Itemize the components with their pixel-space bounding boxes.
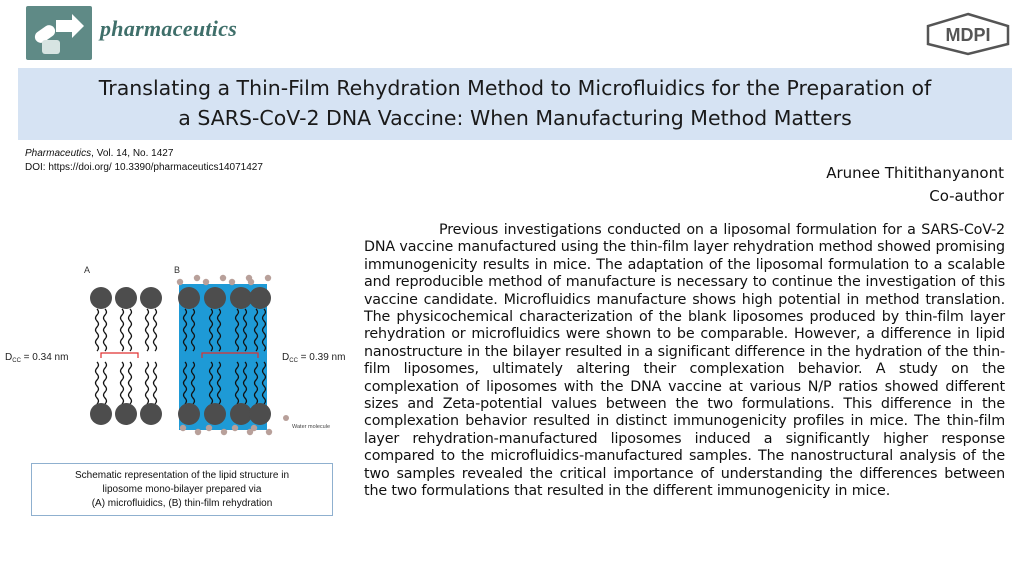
water-molecule-legend: Water molecule xyxy=(292,424,331,430)
author-block xyxy=(826,162,1004,208)
lipid-head xyxy=(115,287,137,309)
lipid-tail xyxy=(104,362,107,404)
lipid-bilayer-schematic xyxy=(5,260,360,445)
water-molecule xyxy=(203,279,209,285)
lipid-tail xyxy=(121,362,124,404)
lipid-head xyxy=(230,287,252,309)
lipid-tail xyxy=(121,309,124,351)
lipid-head xyxy=(115,403,137,425)
caption-line1: Schematic representation of the lipid structure in xyxy=(75,470,289,481)
panel-a-label: A xyxy=(84,265,91,275)
lipid-head xyxy=(140,287,162,309)
paper-title-line1: Translating a Thin-Film Rehydration Method to Microfluidics for the Preparation of xyxy=(98,76,932,100)
mdpi-logo xyxy=(924,12,1012,56)
water-molecule xyxy=(194,275,200,281)
paper-title xyxy=(18,73,1012,133)
citation-block xyxy=(25,147,263,175)
dcc-label-a: $D_{CC} = 0.34$ nm xyxy=(5,352,69,364)
water-molecule xyxy=(206,425,212,431)
water-molecule xyxy=(177,279,183,285)
water-molecule-legend-icon xyxy=(283,415,289,421)
water-molecule xyxy=(221,429,227,435)
lipid-tail xyxy=(154,362,157,404)
pill-arrow-icon xyxy=(26,6,92,60)
author-role: Co-author xyxy=(929,187,1004,205)
lipid-head xyxy=(90,403,112,425)
panel-b-label: B xyxy=(174,265,181,275)
lipid-head xyxy=(178,287,200,309)
caption-line3: (A) microfluidics, (B) thin-film rehydration xyxy=(91,498,273,509)
lipid-head xyxy=(140,403,162,425)
lipid-head xyxy=(204,287,226,309)
dcc-marker-a xyxy=(101,353,138,358)
lipid-head xyxy=(178,403,200,425)
paper-title-line2: a SARS-CoV-2 DNA Vaccine: When Manufacturing Method Matters xyxy=(178,106,852,130)
abstract-text: Previous investigations conducted on a liposomal formulation for a SARS-CoV-2 DNA vaccine manufactured using the thin-film layer rehydration method showed promising immunogenicity results in mice. The adaptation of the liposomal formulation to a scalable and reproducible method of manufacture is necessary to continue the investigation of this vaccine candidate. Microfluidics manufacture shows high potential in method translation. The physicochemical characterization of the blank liposomes produced by thin-film layer rehydration or microfluidics were shown to be comparable. However, a difference in lipid nanostructure in the bilayer resulted in a significant difference in the hydration of the thin-film liposomes, ultimately altering their complexation behavior. A study on the complexation of liposomes with the DNA vaccine at various N/P ratios showed different sizes and Zeta-potential values between the two formulations. This difference in the complexation behavior resulted in distinct immunogenicity profiles in mice. The thin-film layer rehydration-manufactured liposomes induced a significantly higher response compared to the microfluidics-manufactured samples. The nanostructural analysis of the two samples revealed the critical importance of understanding the differences between the two formulations that resulted in the different immunogenicity in mice. xyxy=(364,222,1005,500)
lipid-tail xyxy=(129,362,132,404)
water-molecule xyxy=(266,429,272,435)
lipid-tail xyxy=(96,362,99,404)
water-molecule xyxy=(248,279,254,285)
author-name: Arunee Thitithanyanont xyxy=(826,164,1004,182)
mdpi-logo-text: MDPI xyxy=(945,25,991,45)
water-molecule xyxy=(251,425,257,431)
water-molecule xyxy=(195,429,201,435)
lipid-head xyxy=(204,403,226,425)
lipid-tail xyxy=(146,362,149,404)
lipid-head xyxy=(249,287,271,309)
water-molecule xyxy=(229,279,235,285)
doi-text: DOI: https://doi.org/ 10.3390/pharmaceutics14071427 xyxy=(25,162,263,173)
lipid-head xyxy=(249,403,271,425)
lipid-bilayer-figure xyxy=(5,260,360,445)
journal-reference xyxy=(25,147,263,161)
lipid-tail xyxy=(154,309,157,351)
lipid-tail xyxy=(146,309,149,351)
figure-caption xyxy=(31,463,333,516)
journal-reference-volume: , Vol. 14, No. 1427 xyxy=(91,148,174,159)
dcc-label-b: $D_{CC} = 0.39$ nm xyxy=(282,352,346,364)
journal-logo xyxy=(26,6,92,60)
journal-reference-name: Pharmaceutics xyxy=(25,148,92,159)
water-molecule xyxy=(220,275,226,281)
lipid-tail xyxy=(96,309,99,351)
water-molecule xyxy=(265,275,271,281)
lipid-head xyxy=(230,403,252,425)
water-molecule xyxy=(232,425,238,431)
water-molecule xyxy=(180,425,186,431)
lipid-head xyxy=(90,287,112,309)
journal-name: pharmaceutics xyxy=(100,16,238,41)
lipid-tail xyxy=(104,309,107,351)
lipid-tail xyxy=(129,309,132,351)
caption-line2: liposome mono-bilayer prepared via xyxy=(102,484,262,495)
